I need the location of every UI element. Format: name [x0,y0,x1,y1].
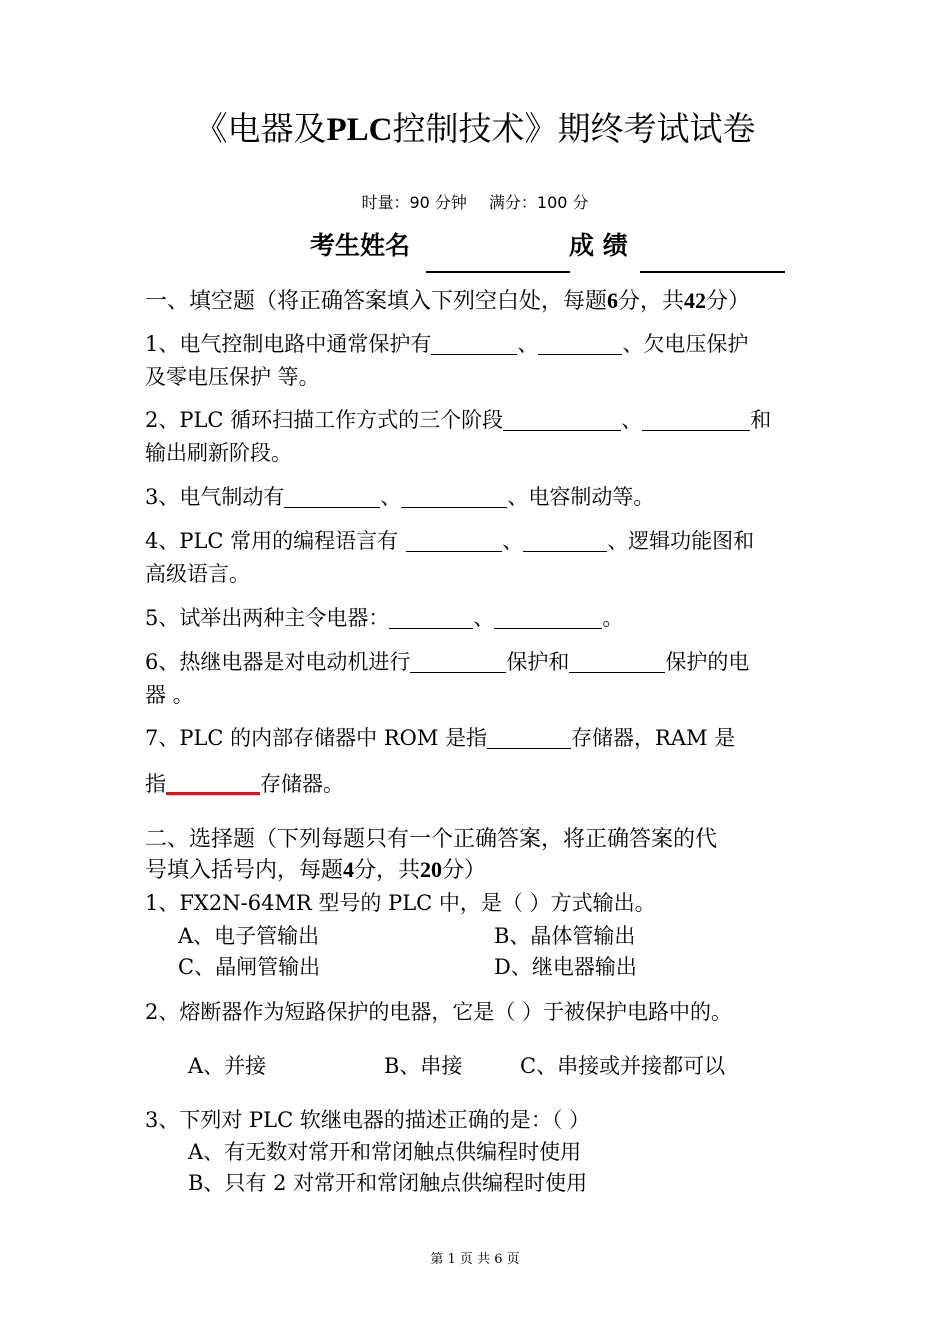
full-score: 满分：100 分 [488,193,589,212]
answer-blank[interactable] [569,650,665,673]
question-1-5: 5、试举出两种主令电器： 、 。 [145,606,624,630]
question-1-1-cont: 及零电压保护 等。 [145,365,320,389]
question-1-3: 3、电气制动有 、 、电容制动等。 [145,485,655,509]
score-blank[interactable] [640,271,785,273]
question-1-4: 4、PLC 常用的编程语言有 、 、逻辑功能图和 [145,529,755,553]
option-a[interactable]: A、有无数对常开和常闭触点供编程时使用 [188,1140,582,1164]
section2-heading-line2: 号填入括号内，每题4分，共20分） [145,857,487,883]
question-1-7-cont: 指 存储器。 [145,766,344,798]
question-1-6: 6、热继电器是对电动机进行 保护和 保护的电 [145,650,750,674]
question-1-7: 7、PLC 的内部存储器中 ROM 是指 存储器，RAM 是 [145,726,736,750]
option-a[interactable]: A、并接 [188,1054,267,1078]
option-b[interactable]: B、串接 [384,1054,463,1078]
answer-blank[interactable] [431,332,517,355]
question-1-6-cont: 器 。 [145,683,194,707]
answer-blank[interactable] [503,408,621,431]
question-2-1: 1、FX2N-64MR 型号的 PLC 中，是（ ）方式输出。 [145,891,656,915]
answer-blank[interactable] [406,529,502,552]
question-1-4-cont: 高级语言。 [145,562,250,586]
option-a[interactable]: A、电子管输出 [178,924,320,948]
option-b[interactable]: B、晶体管输出 [494,924,636,948]
answer-blank[interactable] [642,408,750,431]
answer-blank[interactable] [538,332,622,355]
answer-blank[interactable] [494,606,602,629]
option-b[interactable]: B、只有 2 对常开和常闭触点供编程时使用 [188,1171,588,1195]
option-c[interactable]: C、串接或并接都可以 [520,1054,726,1078]
question-2-2: 2、熔断器作为短路保护的电器，它是（ ）于被保护电路中的。 [145,1000,733,1024]
score-label: 成 绩 [569,231,628,260]
candidate-name-label: 考生姓名 [310,231,411,260]
section2-heading-line1: 二、选择题（下列每题只有一个正确答案，将正确答案的代 [145,827,718,852]
question-1-2: 2、PLC 循环扫描工作方式的三个阶段 、 和 [145,408,772,432]
answer-blank[interactable] [166,766,260,795]
exam-meta [0,190,950,213]
question-1-1: 1、电气控制电路中通常保护有 、 、欠电压保护 [145,332,749,356]
question-1-2-cont: 输出刷新阶段。 [145,441,292,465]
exam-title: 《电器及PLC控制技术》期终考试试卷 [194,109,756,148]
answer-blank[interactable] [523,529,607,552]
time-limit: 时量：90 分钟 [361,193,467,212]
question-2-3: 3、下列对 PLC 软继电器的描述正确的是：（ ） [145,1108,591,1132]
candidate-name-blank[interactable] [426,271,570,273]
answer-blank[interactable] [401,485,507,508]
option-c[interactable]: C、晶闸管输出 [178,955,321,979]
answer-blank[interactable] [410,650,506,673]
section1-heading: 一、填空题（将正确答案填入下列空白处，每题6分，共42分） [145,288,751,314]
page-number: 第 1 页 共 6 页 [430,1252,520,1267]
answer-blank[interactable] [389,606,473,629]
option-d[interactable]: D、继电器输出 [494,955,637,979]
answer-blank[interactable] [487,726,571,749]
answer-blank[interactable] [284,485,380,508]
